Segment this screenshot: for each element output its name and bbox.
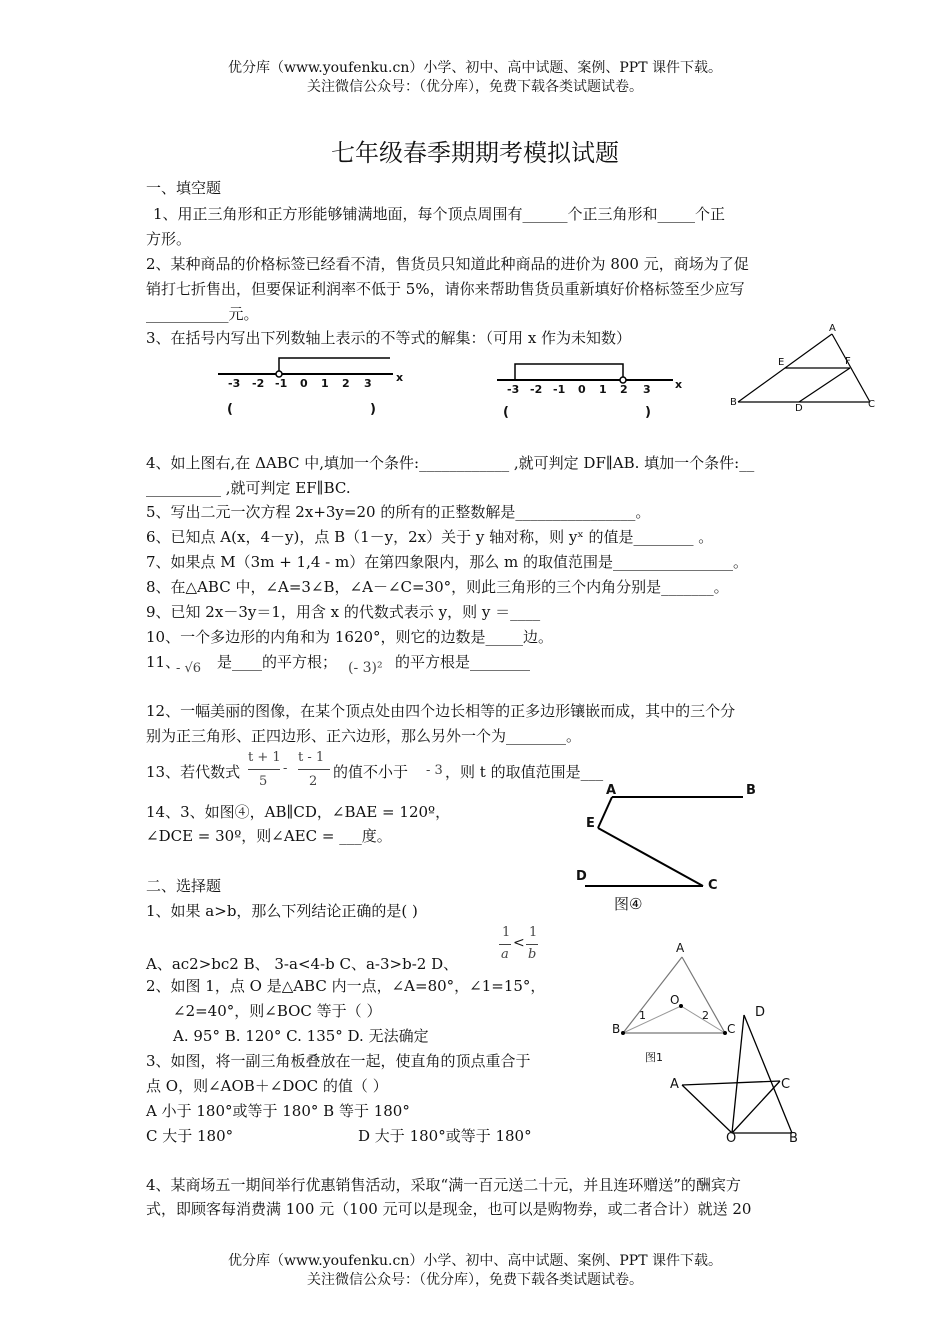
q7-text: 7、如果点 M（3m + 1,4 - m）在第四象限内，那么 m 的取值范围是________________。 <box>146 553 748 571</box>
tri-label-a: A <box>829 323 836 334</box>
fig1-label-1: 1 <box>639 1009 646 1022</box>
section-1-heading: 一、填空题 <box>146 179 222 197</box>
nl1-tick: -3 <box>228 377 241 390</box>
set-label-d: D <box>755 1005 766 1020</box>
set-label-o: O <box>726 1131 737 1146</box>
nl2-paren-open: ( <box>503 405 509 420</box>
q11-expr-1: - √6 <box>176 661 202 676</box>
c3-option-d: D 大于 180°或等于 180° <box>358 1127 532 1145</box>
q13-frac1-den: 5 <box>259 774 268 789</box>
tri-label-c: C <box>868 399 875 410</box>
q1-line-2: 方形。 <box>146 230 192 248</box>
tri-label-f: F <box>845 356 851 367</box>
q11-num: 11、 <box>146 653 181 671</box>
figure-4 <box>585 785 765 895</box>
q11-expr-2: (- 3)² <box>348 660 383 676</box>
q6-text: 6、已知点 A(x，4－y)，点 B（1－y，2x）关于 y 轴对称，则 yˣ 的值是________ 。 <box>146 528 714 546</box>
nl2-tick: 1 <box>599 383 607 396</box>
c1-d-bar-1 <box>499 944 511 945</box>
c1-d-num-2: 1 <box>529 925 538 940</box>
tri-label-d: D <box>795 403 803 414</box>
nl2-tick: -1 <box>553 383 566 396</box>
c3-option-ab: A 小于 180°或等于 180° B 等于 180° <box>146 1102 410 1120</box>
nl2-tick: 3 <box>643 383 651 396</box>
c2-line-2: ∠2=40°，则∠BOC 等于（ ） <box>173 1002 382 1020</box>
q13-frac2-bar <box>298 769 330 770</box>
nl2-tick: -2 <box>530 383 543 396</box>
q10-text: 10、一个多边形的内角和为 1620°，则它的边数是_____边。 <box>146 628 554 646</box>
q9-text: 9、已知 2x－3y＝1，用含 x 的代数式表示 y，则 y ＝____ <box>146 603 541 621</box>
page-title: 七年级春季期期考模拟试题 <box>331 139 619 167</box>
q13-frac2-den: 2 <box>309 774 318 789</box>
c3-line-1: 3、如图，将一副三角板叠放在一起，使直角的顶点重合于 <box>146 1052 531 1070</box>
q12-line-2: 别为正三角形、正四边形、正六边形，那么另外一个为________。 <box>146 727 582 745</box>
q4-line-2: __________ ,就可判定 EF∥BC. <box>146 479 351 497</box>
nl1-tick: -2 <box>252 377 265 390</box>
c1-options: A、ac2>bc2 B、 3-a<4-b C、a-3>b-2 D、 <box>146 955 459 973</box>
q13-frac1-bar <box>248 769 280 770</box>
nl2-tick: -3 <box>507 383 520 396</box>
c1-d-op: < <box>513 935 525 951</box>
fig4-label-d: D <box>576 869 587 884</box>
fig4-label-e: E <box>586 816 595 831</box>
number-line-1 <box>215 355 415 420</box>
nl1-tick: 1 <box>321 377 329 390</box>
c3-line-2: 点 O，则∠AOB＋∠DOC 的值（ ） <box>146 1077 388 1095</box>
nl1-axis-label: x <box>396 371 404 384</box>
q11-mid: 是____的平方根； <box>217 653 338 671</box>
c1-d-bar-2 <box>526 944 538 945</box>
c4-line-2: 式，即顾客每消费满 100 元（100 元可以是现金，也可以是购物券，或二者合计）就送 20 <box>146 1200 752 1218</box>
fig1-label-a: A <box>676 941 685 955</box>
nl1-tick: 2 <box>342 377 350 390</box>
q12-line-1: 12、一幅美丽的图像，在某个顶点处由四个边长相等的正多边形镶嵌而成，其中的三个分 <box>146 702 736 720</box>
tri-label-e: E <box>778 357 785 368</box>
c3-option-c: C 大于 180° <box>146 1127 234 1145</box>
nl2-axis-label: x <box>675 378 683 391</box>
q2-line-1: 2、某种商品的价格标签已经看不清，售货员只知道此种商品的进价为 800 元，商场为了促 <box>146 255 749 273</box>
fig1-label-2: 2 <box>702 1009 709 1022</box>
fig1-label-b: B <box>612 1022 621 1036</box>
tri-label-b: B <box>730 397 737 408</box>
q4-line-1: 4、如上图右,在 ΔABC 中,填加一个条件:____________ ,就可判定 DF∥AB. 填加一个条件:__ <box>146 454 755 472</box>
q3-text: 3、在括号内写出下列数轴上表示的不等式的解集：（可用 x 作为未知数） <box>146 329 632 347</box>
nl2-tick: 2 <box>620 383 628 396</box>
nl1-tick: 0 <box>300 377 308 390</box>
fig4-label-c: C <box>708 878 718 893</box>
section-2-heading: 二、选择题 <box>146 877 222 895</box>
header-line-2: 关注微信公众号：（优分库），免费下载各类试题试卷。 <box>307 79 643 95</box>
q11-tail: 的平方根是________ <box>395 653 531 671</box>
nl1-paren-open: ( <box>227 402 233 417</box>
q14-line-1: 14、3、如图④，AB∥CD，∠BAE = 120º， <box>146 803 451 821</box>
header-line-1: 优分库（www.youfenku.cn）小学、初中、高中试题、案例、PPT 课件下载。 <box>227 60 722 76</box>
c1-d-den-1: a <box>501 947 509 962</box>
q8-text: 8、在△ABC 中，∠A=3∠B，∠A－∠C=30°，则此三角形的三个内角分别是_______。 <box>146 578 729 596</box>
set-label-b: B <box>789 1131 798 1146</box>
fig1-label-o: O <box>670 993 680 1007</box>
triangle-figure <box>730 322 880 417</box>
q2-line-3: ___________元。 <box>146 305 259 323</box>
fig4-label-a: A <box>606 783 617 798</box>
footer-line-2: 关注微信公众号：（优分库），免费下载各类试题试卷。 <box>307 1272 643 1288</box>
q13-minus: - <box>283 761 288 776</box>
q14-line-2: ∠DCE = 30º，则∠AEC = ___度。 <box>146 827 392 845</box>
nl2-paren-close: ) <box>645 405 651 420</box>
q13-frac2-num: t - 1 <box>298 750 325 765</box>
nl2-tick: 0 <box>578 383 586 396</box>
nl1-tick: -1 <box>275 377 288 390</box>
fig1-label-c: C <box>727 1022 736 1036</box>
q5-text: 5、写出二元一次方程 2x+3y=20 的所有的正整数解是________________。 <box>146 503 651 521</box>
q13-head: 13、若代数式 <box>146 763 241 781</box>
c2-line-1: 2、如图 1，点 O 是△ABC 内一点，∠A=80°，∠1=15°， <box>146 977 546 995</box>
nl1-tick: 3 <box>364 377 372 390</box>
q13-value: - 3 <box>426 763 443 778</box>
q13-frac1-num: t + 1 <box>248 750 281 765</box>
fig4-label-b: B <box>746 783 756 798</box>
q13-tail-2: ，则 t 的取值范围是___ <box>445 763 604 781</box>
fig4-caption: 图④ <box>614 895 643 913</box>
c4-line-1: 4、某商场五一期间举行优惠销售活动，采取“满一百元送二十元，并且连环赠送”的酬宾方 <box>146 1176 741 1194</box>
number-line-2 <box>495 358 685 423</box>
q2-line-2: 销打七折售出，但要保证利润率不低于 5%，请你来帮助售货员重新填好价格标签至少应写 <box>146 280 745 298</box>
set-square-figure <box>680 1005 800 1140</box>
nl1-paren-close: ) <box>370 402 376 417</box>
set-label-c: C <box>781 1077 791 1092</box>
c1-d-den-2: b <box>528 947 537 962</box>
q13-tail: 的值不小于 <box>333 763 409 781</box>
c1-stem: 1、如果 a>b，那么下列结论正确的是( ) <box>146 902 418 920</box>
c1-d-num-1: 1 <box>502 925 511 940</box>
c2-line-3: A. 95° B. 120° C. 135° D. 无法确定 <box>173 1027 429 1045</box>
q1-line-1: 1、用正三角形和正方形能够铺满地面，每个顶点周围有______个正三角形和_____个正 <box>153 205 726 223</box>
set-label-a: A <box>670 1077 679 1092</box>
footer-line-1: 优分库（www.youfenku.cn）小学、初中、高中试题、案例、PPT 课件下载。 <box>227 1253 722 1269</box>
fig1-caption: 图1 <box>645 1051 663 1064</box>
